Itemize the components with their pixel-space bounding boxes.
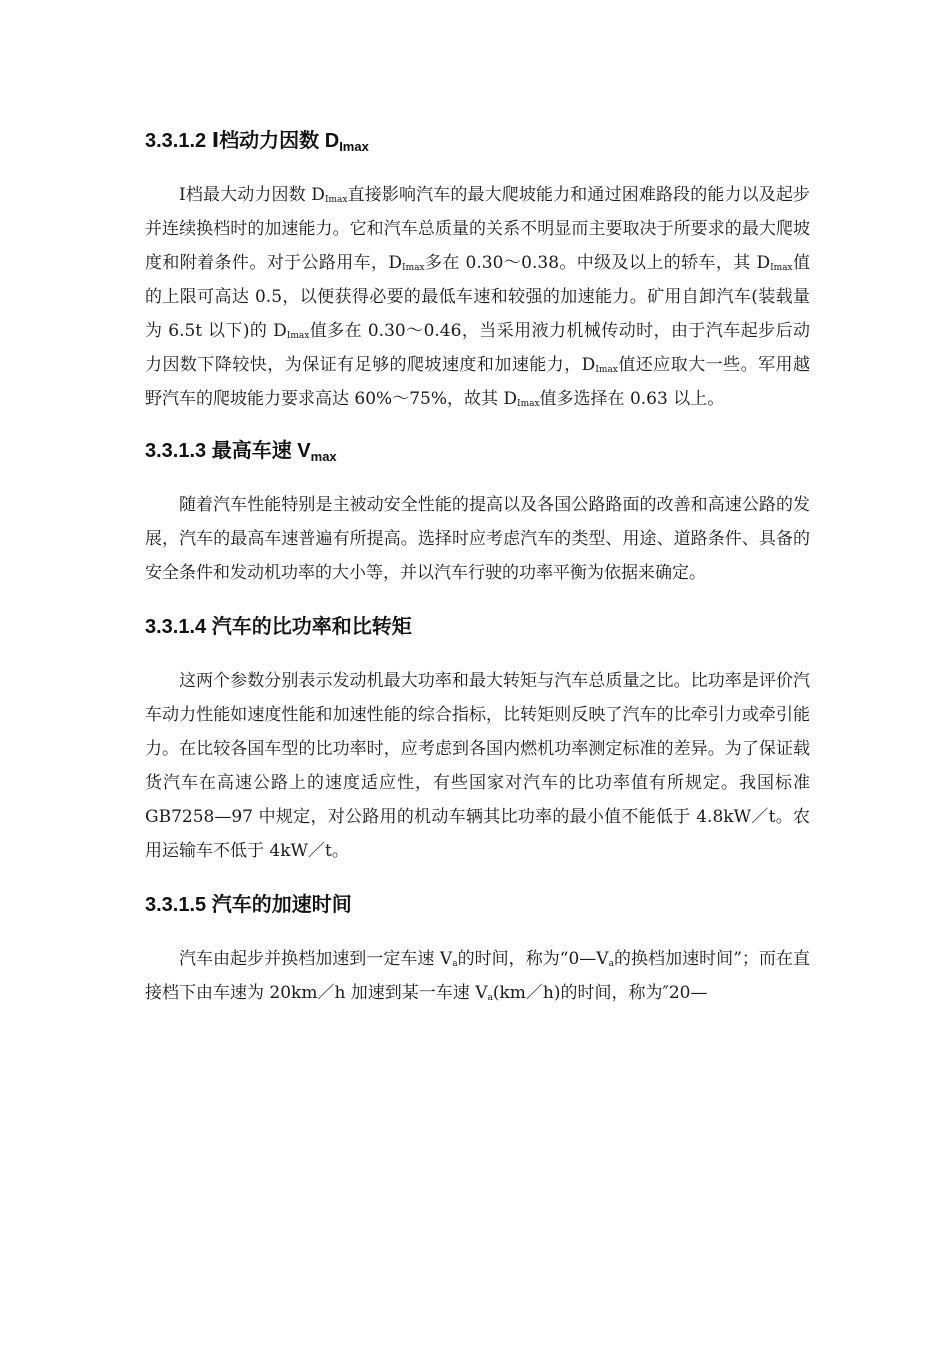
- subscript: Imax: [286, 331, 310, 341]
- paragraph-dynamic-factor: Ⅰ档最大动力因数 $D_{Imax}$直接影响汽车的最大爬坡能力和通过困难路段的能力以及起步并连续换档时的加速能力。它和汽车总质量的关系不明显而主要取决于所要求的最大爬坡度和附着条件。对于公路用车，$D_{Imax}$多在 0.30～0.38。中级及以上的轿车，其 $D_{Imax}$值的上限可高达 0.5，以便获得必要的最低车速和较强的加速能力。矿用自卸汽车(装载量为 6.5t 以下)的 $D_{Imax}$值多在 0.30～0.46，当采用液力机械传动时，由于汽车起步后动力因数下降较快，为保证有足够的爬坡速度和加速能力，$D_{Imax}$值还应取大一些。军用越野汽车的爬坡能力要求高达 60%～75%，故其 $D_{Imax}$值多选择在 0.63 以上。: [145, 185, 811, 409]
- paragraph-max-speed: 随着汽车性能特别是主被动安全性能的提高以及各国公路路面的改善和高速公路的发展，汽车的最高车速普遍有所提高。选择时应考虑汽车的类型、用途、道路条件、具备的安全条件和发动机功率的大小等，并以汽车行驶的功率平衡为依据来确定。: [145, 495, 810, 583]
- subscript: Imax: [324, 195, 348, 205]
- section-title: 最高车速 V: [211, 440, 311, 462]
- paragraph-acceleration-time: 汽车由起步并换档加速到一定车速 $V_a$的时间，称为“$0—V_a$的换档加速时间”；而在直接档下由车速为 20km／h 加速到某一车速 $V_a(km/h)$的时间，称为″20—: [145, 949, 810, 1003]
- subscript: a: [487, 993, 493, 1003]
- section-heading-3-3-1-2: [145, 126, 810, 156]
- paragraph-specific-power: 这两个参数分别表示发动机最大功率和最大转矩与汽车总质量之比。比功率是评价汽车动力性能如速度性能和加速性能的综合指标，比转矩则反映了汽车的比牵引力或牵引能力。在比较各国车型的比功率时，应考虑到各国内燃机功率测定标准的差异。为了保证载货汽车在高速公路上的速度适应性，有些国家对汽车的比功率值有所规定。我国标准 GB7258—97 中规定，对公路用的机动车辆其比功率的最小值不能低于 4.8kW／t。农用运输车不低于 4kW／t。: [145, 671, 810, 861]
- section-title-subscript: max: [310, 449, 337, 464]
- subscript: a: [452, 959, 458, 969]
- section-number: 3.3.1.5: [145, 894, 207, 916]
- subscript: a: [608, 959, 614, 969]
- section-heading-3-3-1-4: [145, 612, 810, 642]
- section-number: 3.3.1.2: [145, 130, 207, 152]
- page-content: [145, 118, 810, 1010]
- section-title: 汽车的比功率和比转矩: [211, 616, 412, 638]
- section-heading-3-3-1-3: [145, 436, 810, 466]
- subscript: Imax: [402, 263, 425, 273]
- subscript: Imax: [595, 365, 618, 375]
- section-number: 3.3.1.4: [145, 616, 207, 638]
- section-title: 汽车的加速时间: [211, 894, 352, 916]
- section-heading-3-3-1-5: [145, 890, 810, 920]
- section-number: 3.3.1.3: [145, 440, 207, 462]
- section-title: Ⅰ档动力因数 D: [211, 130, 340, 152]
- subscript: Imax: [517, 399, 540, 409]
- section-title-subscript: Imax: [339, 139, 369, 154]
- subscript: Imax: [770, 263, 793, 273]
